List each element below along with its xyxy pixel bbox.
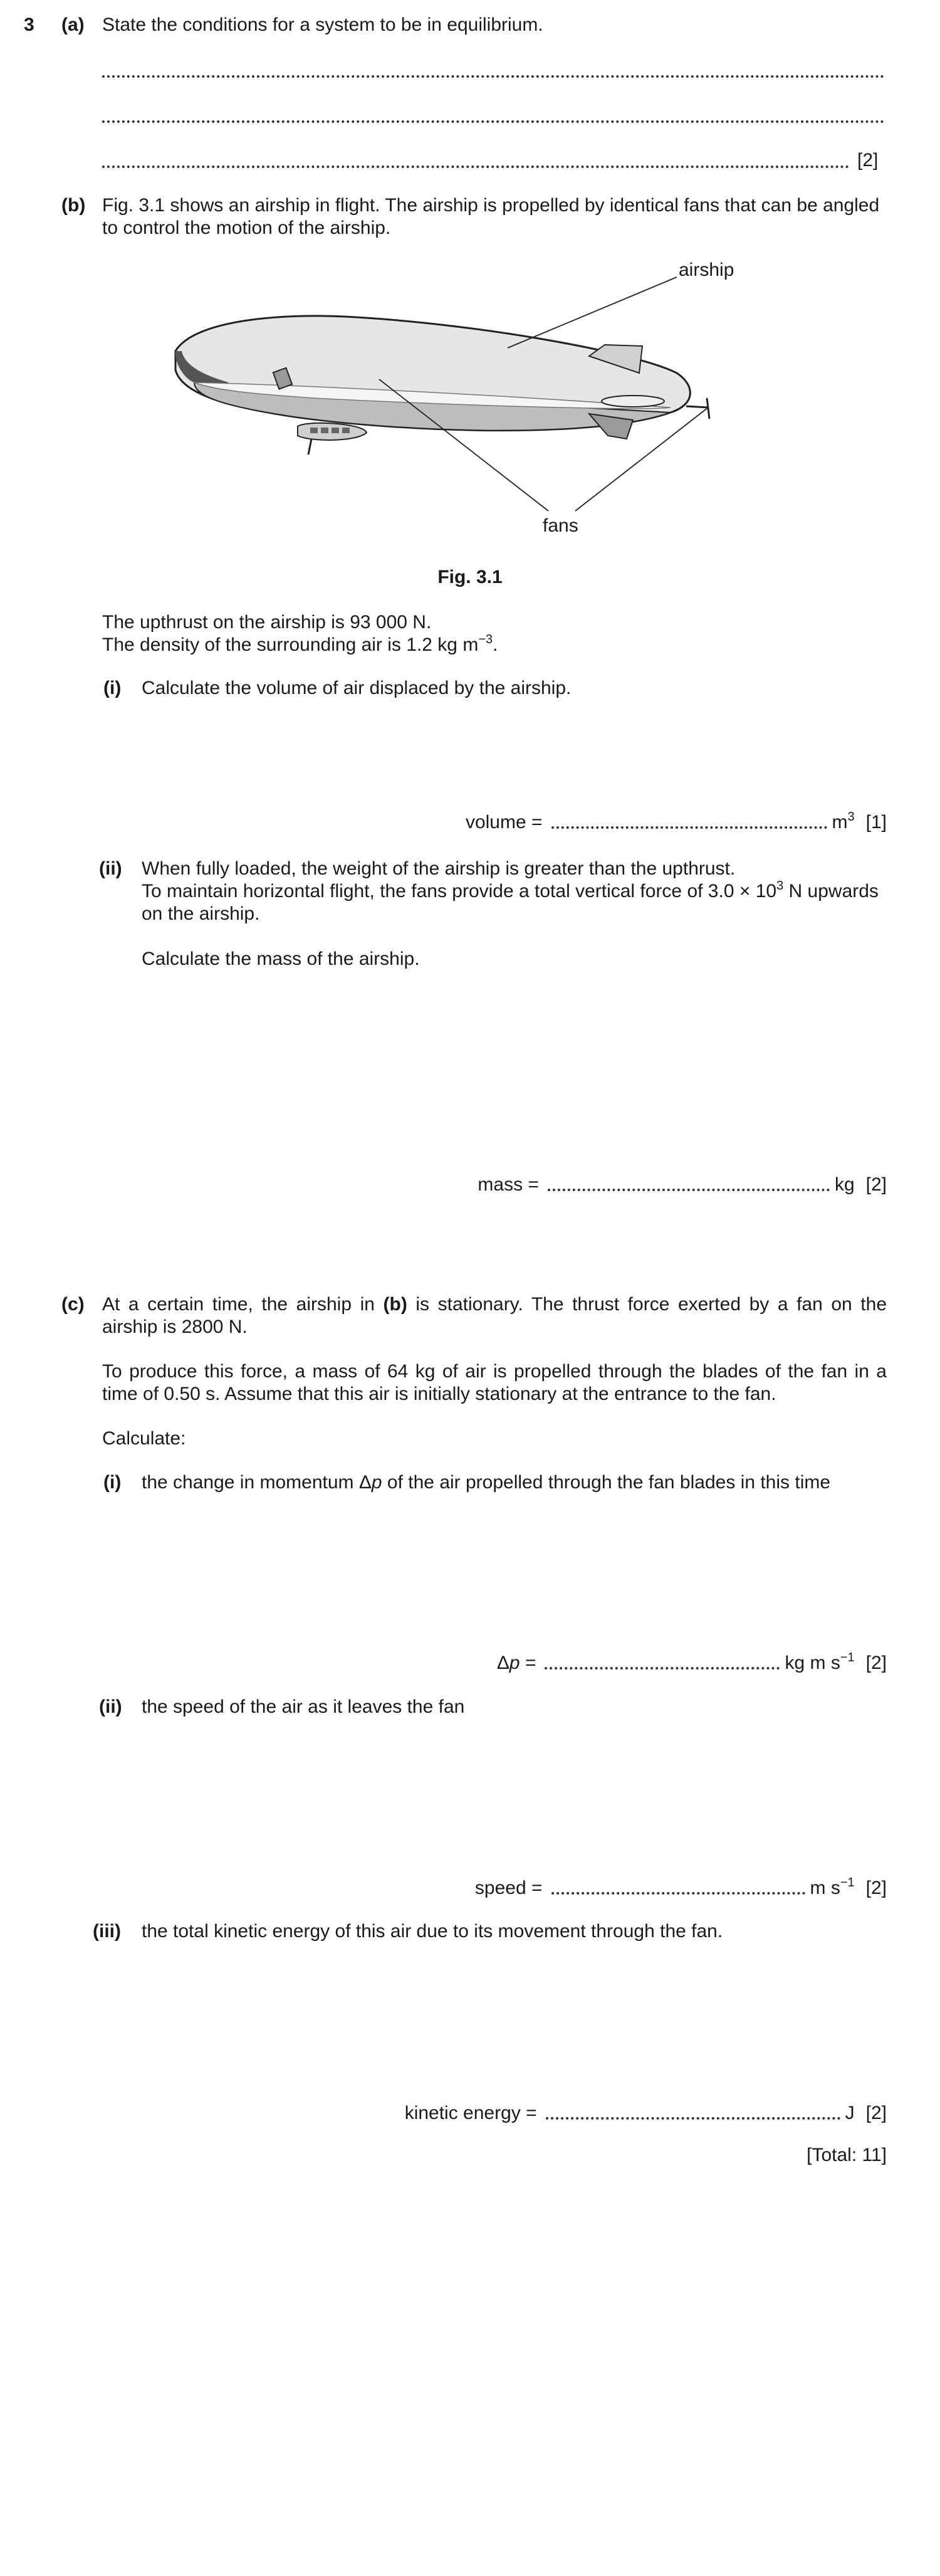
part-a-label: (a) [61, 14, 85, 35]
density-statement: The density of the surrounding air is 1.2 kg $m^{-3}$. [102, 633, 498, 655]
airship-side-fin [602, 396, 664, 407]
volume-label: volume = [465, 812, 543, 833]
kinetic-energy-answer-row [405, 2100, 887, 2125]
mass-answer-row [478, 1171, 887, 1196]
momentum-answer-field[interactable] [545, 1667, 780, 1669]
mass-answer-field[interactable] [548, 1189, 830, 1191]
part-c-ii-label: (ii) [99, 1696, 122, 1717]
kinetic-energy-answer-field[interactable] [546, 2117, 840, 2120]
part-b-ii-line3: on the airship. [142, 903, 260, 924]
part-c-line2: airship is 2800 N. [102, 1317, 248, 1337]
part-c-line4: time of 0.50 s. Assume that this air is initially stationary at the entrance to the fan. [102, 1384, 776, 1404]
part-b-label: (b) [61, 195, 86, 216]
part-b-ii-line2: To maintain horizontal flight, the fans provide a total vertical force of $3.0 \times 10^3$ N upwards [142, 879, 879, 902]
part-c-line1: At a certain time, the airship in (b) is stationary. The thrust force exerted by a fan on the [102, 1294, 887, 1315]
momentum-answer-row [497, 1649, 887, 1674]
answer-line-3[interactable] [102, 166, 849, 168]
part-c-calculate: Calculate: [102, 1428, 186, 1449]
mass-marks: [2] [865, 1174, 887, 1195]
momentum-label: Δp = [496, 1653, 536, 1673]
gondola-window-2 [321, 428, 328, 433]
question-number: 3 [24, 14, 34, 35]
part-b-intro-line2: to control the motion of the airship. [102, 218, 391, 238]
part-a-marks: [2] [857, 150, 879, 171]
speed-answer-field[interactable] [551, 1892, 805, 1895]
part-b-intro-line1: Fig. 3.1 shows an airship in flight. The airship is propelled by identical fans that can be angled [102, 195, 880, 216]
answer-line-1[interactable] [102, 75, 884, 78]
part-b-i-label: (i) [103, 678, 122, 698]
part-b-i-question: Calculate the volume of air displaced by the airship. [142, 678, 572, 698]
airship-leader-line [508, 277, 677, 348]
speed-label: speed = [474, 1878, 543, 1898]
part-b-ii-question: Calculate the mass of the airship. [142, 949, 420, 969]
part-a-question: State the conditions for a system to be in equilibrium. [102, 14, 543, 35]
gondola-window-3 [332, 428, 339, 433]
momentum-marks: [2] [865, 1653, 887, 1673]
part-c-iii-label: (iii) [93, 1921, 121, 1942]
part-c-ii-question: the speed of the air as it leaves the fan [142, 1696, 465, 1717]
gondola-window-4 [342, 428, 350, 433]
speed-answer-row [475, 1874, 887, 1900]
landing-strut [308, 439, 311, 455]
momentum-unit: kg m $s^{-1}$ [785, 1651, 855, 1673]
part-c-i-label: (i) [103, 1472, 122, 1493]
kinetic-energy-marks: [2] [865, 2103, 887, 2123]
mass-label: mass = [478, 1174, 539, 1195]
part-c-i-question: the change in momentum Δp of the air propelled through the fan blades in this time [142, 1472, 831, 1493]
part-b-ii-label: (ii) [99, 858, 122, 879]
answer-line-2[interactable] [102, 120, 884, 123]
part-c-label: (c) [61, 1294, 85, 1315]
figure-label-airship: airship [679, 260, 734, 280]
airship-figure [157, 251, 783, 545]
gondola-window-1 [310, 428, 318, 433]
volume-unit: $m^3$ [832, 810, 855, 833]
volume-answer-row [466, 809, 887, 834]
speed-marks: [2] [865, 1878, 887, 1898]
figure-label-fans: fans [543, 515, 578, 536]
rear-propeller-shaft [686, 406, 708, 407]
upthrust-statement: The upthrust on the airship is 93 000 N. [102, 612, 432, 633]
volume-marks: [1] [865, 812, 887, 833]
figure-caption: Fig. 3.1 [437, 567, 503, 587]
part-c-iii-question: the total kinetic energy of this air due to its movement through the fan. [142, 1921, 723, 1942]
speed-unit: m $s^{-1}$ [810, 1876, 855, 1898]
volume-answer-field[interactable] [551, 826, 827, 829]
total-marks: [Total: 11] [807, 2145, 887, 2165]
mass-unit: kg [834, 1174, 855, 1195]
kinetic-energy-label: kinetic energy = [404, 2103, 537, 2123]
part-c-line3: To produce this force, a mass of 64 kg of air is propelled through the blades of the fan in a [102, 1361, 887, 1382]
part-b-ii-line1: When fully loaded, the weight of the airship is greater than the upthrust. [142, 858, 736, 879]
kinetic-energy-unit: J [845, 2103, 855, 2123]
